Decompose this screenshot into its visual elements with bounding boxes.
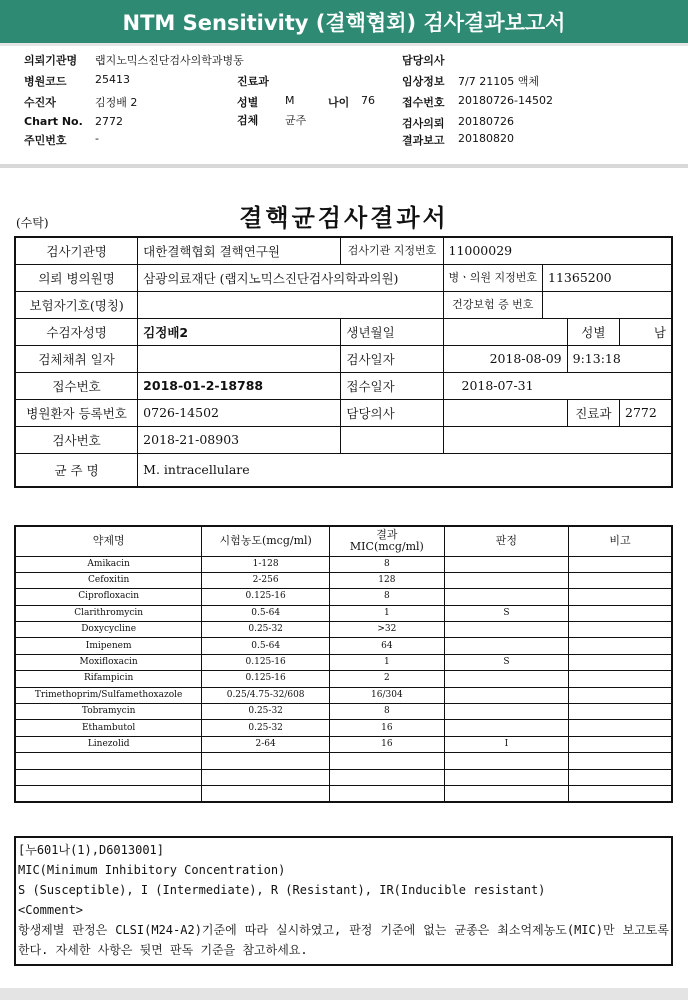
request-label: 검사의뢰 [402,117,445,130]
document-title: 결핵균검사결과서 [239,203,449,232]
empty-cell [330,753,445,769]
cell-mic: 128 [330,572,445,588]
cell-note [569,654,672,670]
gender-label: 성별 [567,318,619,345]
test-time-value: 9:13:18 [567,345,672,372]
name-label: 수검자성명 [15,318,138,345]
age-value: 76 [361,94,375,107]
empty-cell [15,785,202,801]
cell-note [569,589,672,605]
strain-label: 균 주 명 [15,453,138,487]
susceptibility-rows [15,556,672,802]
report-date-label: 결과보고 [402,134,445,147]
dept-label-cell: 진료과 [567,399,619,426]
cell-note [569,704,672,720]
table-row [15,622,672,638]
lab-label: 검사기관명 [15,237,138,264]
cell-drug: Ciprofloxacin [15,589,202,605]
empty-cell [444,785,568,801]
header-mic-bottom: MIC(mcg/ml) [349,540,424,554]
empty-cell [444,753,568,769]
cell-drug: Moxifloxacin [15,654,202,670]
lab-no-value: 11000029 [443,237,672,264]
cell-range: 0.25-32 [202,704,330,720]
comment-legend: S (Susceptible), I (Intermediate), R (Resistant), IR(Inducible resistant) [18,883,546,897]
cell-mic: 16 [330,736,445,752]
cell-range: 2-64 [202,736,330,752]
cell-mic: 1 [330,654,445,670]
table-row [15,654,672,670]
empty-cell [569,753,672,769]
empty-cell [569,785,672,801]
dept-value-cell: 2772 [620,399,672,426]
cell-note [569,638,672,654]
cell-range: 0.25-32 [202,720,330,736]
cell-mic: 16 [330,720,445,736]
cell-drug: Rifampicin [15,671,202,687]
cell-drug: Cefoxitin [15,572,202,588]
cell-interp: I [444,736,568,752]
header-divider [0,164,688,168]
patient-label: 수진자 [24,96,56,109]
insurer-label: 보험자기호(명칭) [15,291,138,318]
lab-no-label: 검사기관 지정번호 [341,237,443,264]
cell-range: 0.125-16 [202,671,330,687]
empty-row [15,785,672,801]
age-label: 나이 [328,96,350,109]
hosp-reg-value: 0726-14502 [138,399,341,426]
blank-cell-b [443,426,672,453]
patient-info-table [14,236,673,488]
comment-code: [누601나(1),D6013001] [18,843,165,857]
cell-mic: 1 [330,605,445,621]
cell-interp [444,622,568,638]
clinical-label: 임상정보 [402,75,445,88]
cell-note [569,572,672,588]
cell-drug: Linezolid [15,736,202,752]
blank-cell-a [341,426,443,453]
cell-range: 0.125-16 [202,654,330,670]
dept-label: 진료과 [237,75,269,88]
rrn-value: - [95,132,99,145]
clinic-no-label: 병ㆍ의원 지정번호 [443,264,543,291]
empty-cell [569,769,672,785]
cell-drug: Doxycycline [15,622,202,638]
header-mic-top: 결과 [376,528,398,542]
report-header [0,50,688,162]
table-row [15,704,672,720]
cell-mic: 8 [330,556,445,572]
empty-cell [202,785,330,801]
table-row [15,720,672,736]
physician-label: 담당의사 [341,399,443,426]
gender-value: 남 [620,318,672,345]
receipt-value: 20180726-14502 [458,94,553,107]
clinic-no-value: 11365200 [543,264,672,291]
accept-no-value: 2018-01-2-18788 [138,372,341,399]
cell-note [569,720,672,736]
empty-row [15,753,672,769]
table-row [15,736,672,752]
comment-heading: <Comment> [18,903,84,917]
cell-interp [444,572,568,588]
cell-note [569,671,672,687]
exam-no-label: 검사번호 [15,426,138,453]
table-row [15,605,672,621]
request-value: 20180726 [458,115,514,128]
cell-range: 0.25/4.75-32/608 [202,687,330,703]
table-row [15,671,672,687]
cell-drug: Imipenem [15,638,202,654]
cell-interp [444,638,568,654]
cell-range: 0.5-64 [202,638,330,654]
header-range: 시험농도(mcg/ml) [202,526,330,556]
cell-note [569,622,672,638]
table-row [15,687,672,703]
code-value: 25413 [95,73,130,86]
insurer-value [138,291,443,318]
cell-interp [444,556,568,572]
cell-note [569,687,672,703]
accept-date-label: 접수일자 [341,372,443,399]
collect-label: 검체채취 일자 [15,345,138,372]
susceptibility-table [14,525,673,803]
empty-cell [330,769,445,785]
report-title-bar [0,0,688,46]
table-row [15,572,672,588]
chart-value: 2772 [95,115,123,128]
hosp-reg-label: 병원환자 등록번호 [15,399,138,426]
empty-cell [444,769,568,785]
accept-date-value: 2018-07-31 [443,372,672,399]
health-no-value [543,291,672,318]
comment-box [14,836,673,966]
cell-mic: 2 [330,671,445,687]
header-interp: 판정 [444,526,568,556]
test-date-value: 2018-08-09 [443,345,567,372]
lab-value: 대한결핵협회 결핵연구원 [138,237,341,264]
comment-mic-def: MIC(Minimum Inhibitory Concentration) [18,863,286,877]
cell-drug: Ethambutol [15,720,202,736]
cell-mic: 8 [330,589,445,605]
sex-value: M [285,94,295,107]
cell-mic: 8 [330,704,445,720]
name-value: 김정배2 [138,318,341,345]
specimen-value: 균주 [285,114,307,127]
birth-label: 생년월일 [341,318,443,345]
table-row [15,556,672,572]
cell-interp: S [444,605,568,621]
cell-interp [444,687,568,703]
header-mic [330,526,445,556]
cell-mic: 64 [330,638,445,654]
header-note: 비고 [569,526,672,556]
consignment-tag: (수탁) [16,216,49,230]
exam-no-value: 2018-21-08903 [138,426,341,453]
cell-note [569,736,672,752]
cell-drug: Trimethoprim/Sulfamethoxazole [15,687,202,703]
cell-note [569,605,672,621]
patient-value: 김정배 2 [95,96,138,109]
collect-value [138,345,341,372]
cell-mic: >32 [330,622,445,638]
birth-value [443,318,567,345]
comment-text: 항생제별 판정은 CLSI(M24-A2)기준에 따라 실시하였고, 판정 기준에 없는 균종은 최소억제농도(MIC)만 보고토록 한다. 자세한 사항은 뒷면 판독 기준을 참고하세요. [18,923,669,957]
empty-cell [15,769,202,785]
empty-cell [202,753,330,769]
code-label: 병원코드 [24,75,67,88]
physician-value [443,399,567,426]
clinical-value: 7/7 21105 액체 [458,75,539,88]
cell-interp [444,589,568,605]
cell-drug: Amikacin [15,556,202,572]
hospital-label: 의뢰기관명 [24,54,78,67]
header-drug: 약제명 [15,526,202,556]
receipt-label: 접수번호 [402,96,445,109]
cell-interp [444,720,568,736]
doctor-label: 담당의사 [402,54,445,67]
cell-range: 1-128 [202,556,330,572]
cell-interp: S [444,654,568,670]
clinic-label: 의뢰 병의원명 [15,264,138,291]
cell-drug: Tobramycin [15,704,202,720]
specimen-label: 검체 [237,114,259,127]
accept-no-label: 접수번호 [15,372,138,399]
clinic-value: 삼광의료재단 (랩지노믹스진단검사의학과의원) [138,264,443,291]
cell-range: 0.125-16 [202,589,330,605]
strain-value: M. intracellulare [138,453,672,487]
health-no-label: 건강보험 증 번호 [443,291,543,318]
empty-cell [202,769,330,785]
table-row [15,589,672,605]
test-date-label: 검사일자 [341,345,443,372]
cell-interp [444,704,568,720]
empty-row [15,769,672,785]
sex-label: 성별 [237,96,259,109]
report-date-value: 20180820 [458,132,514,145]
empty-cell [15,753,202,769]
cell-note [569,556,672,572]
cell-range: 2-256 [202,572,330,588]
table-row [15,638,672,654]
cell-interp [444,671,568,687]
report-title: NTM Sensitivity (결핵협회) 검사결과보고서 [122,11,566,35]
chart-label: Chart No. [24,115,83,128]
cell-mic: 16/304 [330,687,445,703]
rrn-label: 주민번호 [24,134,67,147]
hospital-value: 랩지노믹스진단검사의학과병동 [95,54,244,67]
cell-range: 0.5-64 [202,605,330,621]
cell-range: 0.25-32 [202,622,330,638]
cell-drug: Clarithromycin [15,605,202,621]
empty-cell [330,785,445,801]
footer-band [0,988,688,1000]
